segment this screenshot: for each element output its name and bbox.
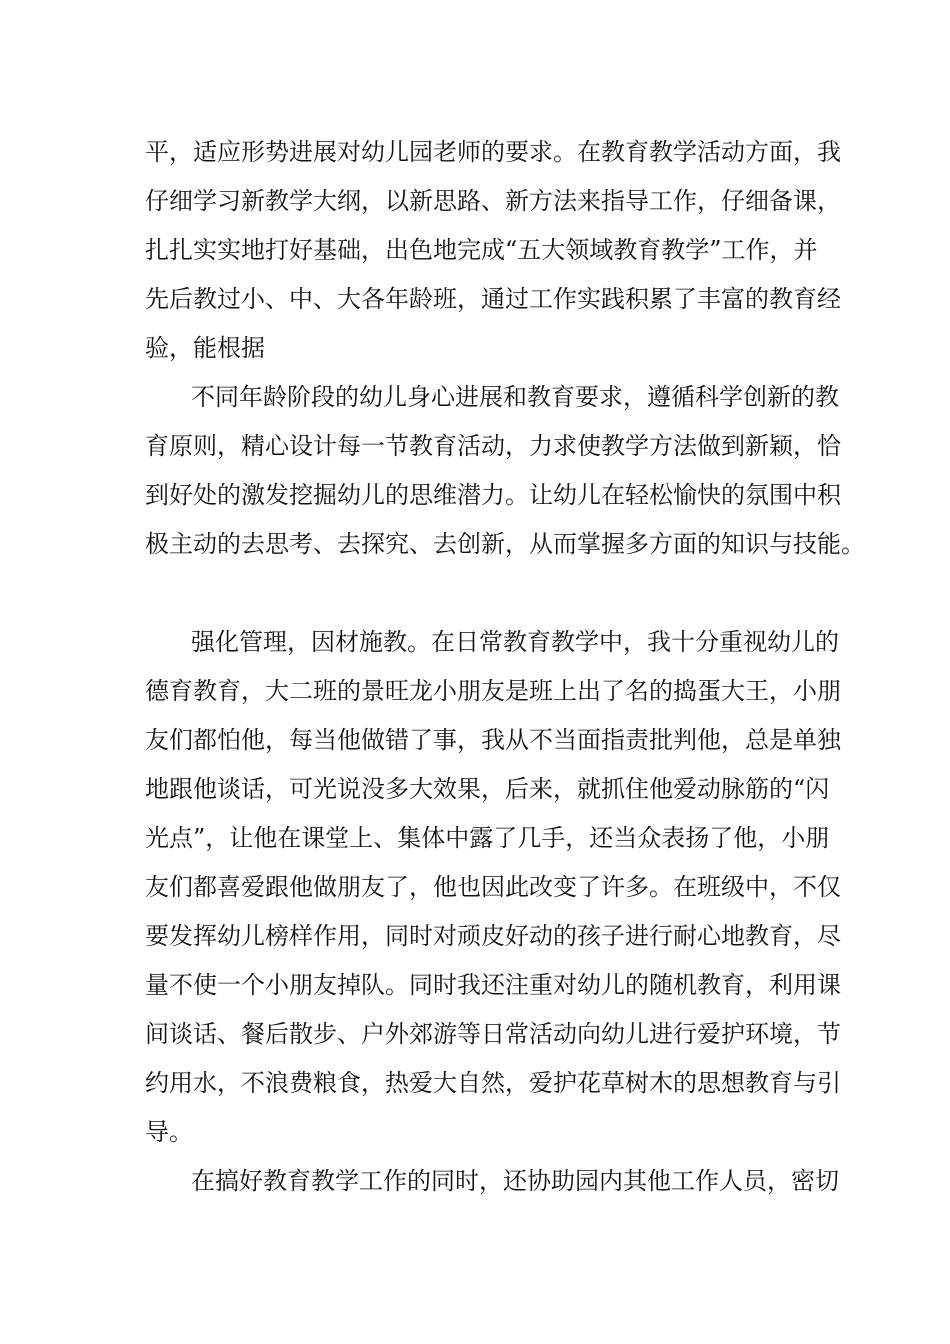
body-text bbox=[145, 128, 865, 1206]
text-line: 强化管理，因材施教。在日常教育教学中，我十分重视幼儿的 bbox=[191, 628, 839, 656]
paragraph-1 bbox=[145, 128, 841, 373]
text-line: 到好处的激发挖掘幼儿的思维潜力。让幼儿在轻松愉快的氛围中积 bbox=[145, 481, 841, 509]
text-line: 量不使一个小朋友掉队。同时我还注重对幼儿的随机教育，利用课 bbox=[145, 971, 841, 999]
text-line: 导。 bbox=[145, 1118, 193, 1146]
text-line: 德育教育，大二班的景旺龙小朋友是班上出了名的捣蛋大王，小朋 bbox=[145, 677, 841, 705]
text-line: 验，能根据 bbox=[145, 334, 265, 362]
text-line: 要发挥幼儿榜样作用，同时对顽皮好动的孩子进行耐心地教育，尽 bbox=[145, 922, 841, 950]
text-line: 育原则，精心设计每一节教育活动，力求使教学方法做到新颖，恰 bbox=[145, 432, 841, 460]
paragraph-2 bbox=[145, 373, 865, 569]
paragraph-spacer bbox=[145, 569, 835, 618]
text-line: 约用水，不浪费粮食，热爱大自然，爱护花草树木的思想教育与引 bbox=[145, 1069, 841, 1097]
paragraph-4 bbox=[145, 1157, 839, 1206]
text-line: 间谈话、餐后散步、户外郊游等日常活动向幼儿进行爱护环境，节 bbox=[145, 1020, 841, 1048]
text-line: 先后教过小、中、大各年龄班，通过工作实践积累了丰富的教育经 bbox=[145, 285, 841, 313]
text-line: 地跟他谈话，可光说没多大效果，后来，就抓住他爱动脉筋的“闪 bbox=[145, 775, 830, 803]
text-line: 扎扎实实地打好基础，出色地完成“五大领域教育教学”工作，并 bbox=[145, 236, 818, 264]
text-line: 光点”，让他在课堂上、集体中露了几手，还当众表扬了他，小朋 bbox=[145, 824, 830, 852]
text-line: 不同年龄阶段的幼儿身心进展和教育要求，遵循科学创新的教 bbox=[191, 383, 839, 411]
text-line: 友们都怕他，每当他做错了事，我从不当面指责批判他，总是单独 bbox=[145, 726, 841, 754]
text-line: 在搞好教育教学工作的同时，还协助园内其他工作人员，密切 bbox=[191, 1167, 839, 1195]
text-line: 友们都喜爱跟他做朋友了，他也因此改变了许多。在班级中，不仅 bbox=[145, 873, 841, 901]
text-line: 仔细学习新教学大纲，以新思路、新方法来指导工作，仔细备课， bbox=[145, 187, 841, 215]
text-line: 极主动的去思考、去探究、去创新，从而掌握多方面的知识与技能。 bbox=[145, 530, 865, 558]
text-line: 平，适应形势进展对幼儿园老师的要求。在教育教学活动方面，我 bbox=[145, 138, 841, 166]
paragraph-3 bbox=[145, 618, 841, 1157]
